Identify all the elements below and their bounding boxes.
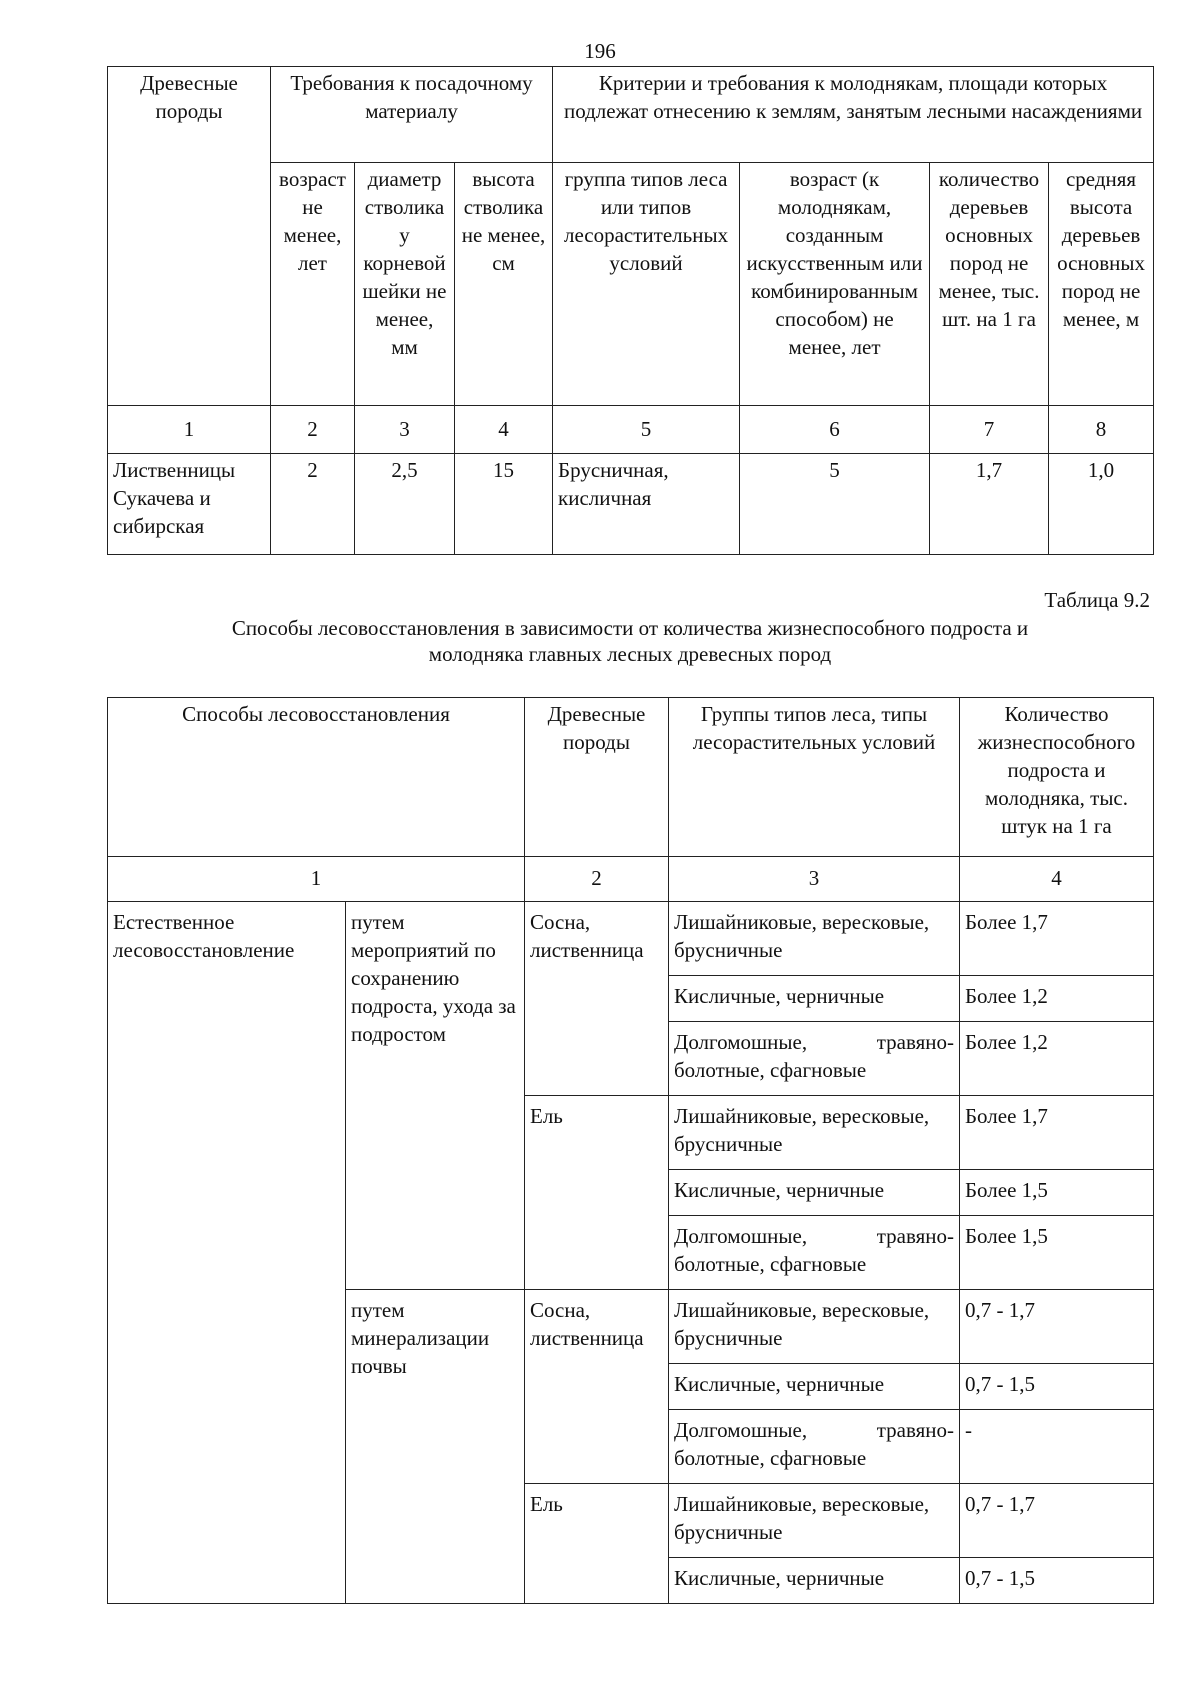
- forest-type-oxalis: Кисличные, черничные: [669, 1364, 960, 1410]
- cell-diameter: 2,5: [355, 454, 455, 555]
- subheader-diameter: диаметр стволика у корневой шейки не менее, мм: [355, 163, 455, 406]
- forest-type-lichen: Лишайниковые, вересковые, брусничные: [669, 1290, 960, 1364]
- header-planting-material: Требования к посадочному материалу: [271, 67, 553, 163]
- submethod-preservation: путем мероприятий по сохранению подроста, ухода за подростом: [346, 902, 525, 1290]
- forest-type-moss-line1: Долгомошные, травяно-: [674, 1224, 954, 1248]
- cell-age: 2: [271, 454, 355, 555]
- subheader-height: высота стволика не менее, см: [455, 163, 553, 406]
- header-species: Древесные породы: [525, 698, 669, 857]
- quantity-value: 0,7 - 1,7: [960, 1484, 1154, 1558]
- forest-type-lichen: Лишайниковые, вересковые, брусничные: [669, 1484, 960, 1558]
- column-number: 7: [930, 406, 1049, 454]
- species-pine-larch: Сосна, лиственница: [525, 902, 669, 1096]
- quantity-value: 0,7 - 1,7: [960, 1290, 1154, 1364]
- column-number: 2: [271, 406, 355, 454]
- species-pine-larch: Сосна, лиственница: [525, 1290, 669, 1484]
- cell-avg-height: 1,0: [1049, 454, 1154, 555]
- quantity-value: Более 1,7: [960, 1096, 1154, 1170]
- forest-type-moss: [669, 1216, 960, 1290]
- header-species: Древесные породы: [108, 67, 271, 406]
- method-natural: Естественное лесовосстановление: [108, 902, 346, 1604]
- column-number: 1: [108, 406, 271, 454]
- column-number: 8: [1049, 406, 1154, 454]
- planting-criteria-table: [107, 66, 1154, 555]
- quantity-value: Более 1,7: [960, 902, 1154, 976]
- cell-tree-count: 1,7: [930, 454, 1049, 555]
- column-number: 4: [960, 857, 1154, 902]
- cell-height: 15: [455, 454, 553, 555]
- column-number: 4: [455, 406, 553, 454]
- header-methods: Способы лесовосстановления: [108, 698, 525, 857]
- page-number: 196: [584, 39, 616, 63]
- cell-species: Лиственницы Сукачева и сибирская: [108, 454, 271, 555]
- subheader-young-age: возраст (к молоднякам, созданным искусственным или комбинированным способом) не менее, лет: [740, 163, 930, 406]
- subheader-age: возраст не менее, лет: [271, 163, 355, 406]
- column-number: 1: [108, 857, 525, 902]
- quantity-value: Более 1,2: [960, 976, 1154, 1022]
- subheader-avg-height: средняя высота деревьев основных пород не менее, м: [1049, 163, 1154, 406]
- cell-young-age: 5: [740, 454, 930, 555]
- species-spruce: Ель: [525, 1484, 669, 1604]
- quantity-value: Более 1,5: [960, 1216, 1154, 1290]
- table-label: Таблица 9.2: [1044, 588, 1150, 612]
- forest-type-moss-line1: Долгомошные, травяно-: [674, 1418, 954, 1442]
- forest-type-oxalis: Кисличные, черничные: [669, 1170, 960, 1216]
- forest-type-moss: [669, 1022, 960, 1096]
- forest-type-oxalis: Кисличные, черничные: [669, 976, 960, 1022]
- subheader-forest-type: группа типов леса или типов лесорастительных условий: [553, 163, 740, 406]
- forest-type-moss-line2: болотные, сфагновые: [674, 1252, 867, 1276]
- reforestation-methods-table: [107, 697, 1154, 1604]
- column-number: 2: [525, 857, 669, 902]
- header-forest-types: Группы типов леса, типы лесорастительных условий: [669, 698, 960, 857]
- header-quantity: Количество жизнеспособного подроста и молодняка, тыс. штук на 1 га: [960, 698, 1154, 857]
- cell-forest-type: Брусничная, кисличная: [553, 454, 740, 555]
- quantity-value: 0,7 - 1,5: [960, 1364, 1154, 1410]
- species-spruce: Ель: [525, 1096, 669, 1290]
- column-number: 6: [740, 406, 930, 454]
- header-criteria: Критерии и требования к молоднякам, площади которых подлежат отнесению к землям, занятым лесными насаждениями: [553, 67, 1154, 163]
- column-number: 3: [669, 857, 960, 902]
- forest-type-moss-line2: болотные, сфагновые: [674, 1058, 867, 1082]
- forest-type-oxalis: Кисличные, черничные: [669, 1558, 960, 1604]
- forest-type-moss: [669, 1410, 960, 1484]
- quantity-value: 0,7 - 1,5: [960, 1558, 1154, 1604]
- forest-type-lichen: Лишайниковые, вересковые, брусничные: [669, 1096, 960, 1170]
- forest-type-moss-line2: болотные, сфагновые: [674, 1446, 867, 1470]
- column-number: 5: [553, 406, 740, 454]
- quantity-value: Более 1,2: [960, 1022, 1154, 1096]
- column-number: 3: [355, 406, 455, 454]
- forest-type-moss-line1: Долгомошные, травяно-: [674, 1030, 954, 1054]
- submethod-mineralization: путем минерализации почвы: [346, 1290, 525, 1604]
- table-title: Способы лесовосстановления в зависимости от количества жизнеспособного подроста и молодняка главных лесных древесных пород: [231, 616, 1029, 666]
- forest-type-lichen: Лишайниковые, вересковые, брусничные: [669, 902, 960, 976]
- subheader-tree-count: количество деревьев основных пород не менее, тыс. шт. на 1 га: [930, 163, 1049, 406]
- quantity-value: Более 1,5: [960, 1170, 1154, 1216]
- quantity-value: -: [960, 1410, 1154, 1484]
